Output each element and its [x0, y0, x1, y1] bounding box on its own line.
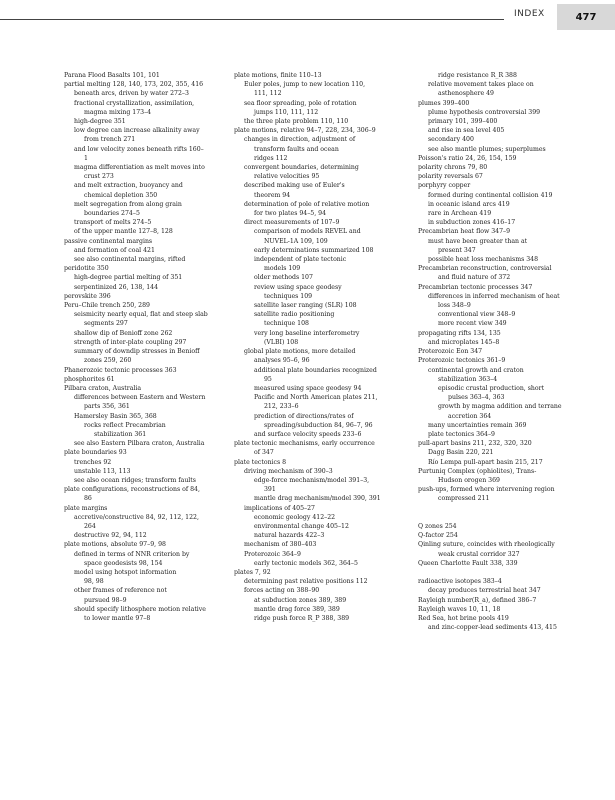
- index-entry: global plate motions, more detailed: [244, 348, 356, 356]
- header-rule: [0, 19, 504, 20]
- index-entry: Euler poles, jump to new location 110,: [244, 81, 366, 89]
- index-entry: Qinling suture, coincides with rheologically: [418, 541, 555, 549]
- index-entry: fractional crystallization, assimilation,: [74, 99, 195, 107]
- index-entry: must have been greater than at: [428, 237, 528, 245]
- index-entry: pulses 363–4, 363: [448, 394, 505, 402]
- index-entry: Hudson orogen 369: [438, 476, 500, 484]
- index-entry: satellite radio positioning: [254, 311, 335, 319]
- page-number: 477: [575, 11, 597, 23]
- index-entry: transform faults and ocean: [254, 145, 339, 153]
- index-entry: see also ocean ridges; transform faults: [74, 476, 196, 484]
- index-entry: possible heat loss mechanisms 348: [428, 256, 539, 264]
- index-entry: Hamersley Basin 365, 368: [74, 412, 157, 420]
- index-entry: episodic crustal production, short: [438, 384, 545, 392]
- index-entry: melt segregation from along grain: [74, 200, 182, 208]
- index-entry: prediction of directions/rates of: [254, 412, 354, 420]
- index-entry: of the upper mantle 127–8, 128: [74, 228, 173, 236]
- index-entry: Poisson's ratio 24, 26, 154, 159: [418, 154, 517, 162]
- index-entry: measured using space geodesy 94: [254, 384, 362, 392]
- index-entry: satellite laser ranging (SLR) 108: [254, 302, 357, 310]
- index-entry: implications of 405–27: [244, 504, 315, 512]
- index-entry: phosphorites 61: [64, 375, 115, 383]
- index-entry: propagating rifts 134, 135: [418, 329, 501, 337]
- index-entry: plumes 399–400: [418, 99, 470, 107]
- index-entry: Rayleigh number(R_a), defined 386–7: [418, 596, 537, 604]
- index-entry: independent of plate tectonic: [254, 256, 347, 264]
- index-entry: Precambrian reconstruction, controversial: [418, 265, 552, 273]
- index-entry: magma differentiation as melt moves into: [74, 164, 205, 172]
- index-entry: asthenosphere 49: [438, 90, 494, 98]
- index-entry: and low velocity zones beneath rifts 160–: [74, 145, 204, 153]
- index-entry: changes in direction, adjustment of: [244, 136, 356, 144]
- index-entry: strength of inter-plate coupling 297: [74, 338, 187, 346]
- index-entry: plate motions, absolute 97–9, 98: [64, 541, 166, 549]
- index-entry: 98, 98: [84, 578, 104, 586]
- index-entry: unstable 113, 113: [74, 467, 131, 475]
- index-entry: rocks reflect Precambrian: [84, 421, 166, 429]
- index-entry: relative movement takes place on: [428, 81, 534, 89]
- index-entry: see also continental margins, rifted: [74, 256, 186, 264]
- index-entry: low degree can increase alkalinity away: [74, 127, 200, 135]
- index-entry: NUVEL-1A 109, 109: [264, 237, 328, 245]
- index-entry: 86: [84, 495, 92, 503]
- index-entry: analyses 95–6, 96: [254, 357, 310, 365]
- index-entry: Queen Charlotte Fault 338, 339: [418, 559, 518, 567]
- index-entry: theorem 94: [254, 191, 291, 199]
- index-entry: very long baseline interferometry: [254, 329, 360, 337]
- index-entry: high-degree 351: [74, 118, 126, 126]
- index-entry: Q zones 254: [418, 522, 457, 530]
- index-entry: 391: [264, 486, 276, 494]
- index-entry: direct measurements of 107–9: [244, 219, 340, 227]
- index-entry: 95: [264, 375, 272, 383]
- index-entry: 212, 233–6: [264, 403, 299, 411]
- index-entry: perovskite 396: [64, 292, 111, 300]
- index-entry: determination of pole of relative motion: [244, 200, 370, 208]
- index-entry: plate tectonics 8: [234, 458, 287, 466]
- index-entry: Río Lempa pull-apart basin 215, 217: [428, 458, 543, 466]
- index-entry: growth by magma addition and terrane: [438, 403, 562, 411]
- index-entry: and microplates 145–8: [428, 338, 500, 346]
- index-entry: economic geology 412–22: [254, 513, 336, 521]
- index-entry: passive continental margins: [64, 237, 153, 245]
- index-entry: porphyry copper: [418, 182, 471, 190]
- index-entry: differences in inferred mechanism of heat: [428, 292, 560, 300]
- index-entry: accretion 364: [448, 412, 492, 420]
- index-entry: pull-apart basins 211, 232, 320, 320: [418, 440, 532, 448]
- index-entry: compressed 211: [438, 495, 490, 503]
- index-entry: high-degree partial melting of 351: [74, 274, 183, 282]
- index-entry: and surface velocity speeds 233–6: [254, 430, 362, 438]
- index-entry: stabilization 363–4: [438, 375, 498, 383]
- index-entry: early tectonic models 362, 364–5: [254, 559, 358, 567]
- index-entry: weak crustal corridor 327: [438, 550, 520, 558]
- index-entry: of 347: [254, 449, 274, 457]
- index-entry: accretive/constructive 84, 92, 112, 122,: [74, 513, 199, 521]
- index-entry: differences between Eastern and Western: [74, 394, 206, 402]
- index-entry: formed during continental collision 419: [428, 191, 553, 199]
- index-entry: older methods 107: [254, 274, 313, 282]
- index-entry: stabilization 361: [94, 430, 147, 438]
- index-entry: sea floor spreading, pole of rotation: [244, 99, 357, 107]
- index-entry: should specify lithosphere motion relative: [74, 605, 206, 613]
- index-entry: Dagg Basin 220, 221: [428, 449, 494, 457]
- index-column-1: [64, 71, 224, 623]
- index-entry: other frames of reference not: [74, 587, 167, 595]
- index-entry: plate tectonics 364–9: [428, 430, 495, 438]
- page-header: [0, 0, 615, 42]
- index-entry: Peru–Chile trench 250, 289: [64, 302, 150, 310]
- index-entry: plate margins: [64, 504, 108, 512]
- index-entry: parts 356, 361: [84, 403, 130, 411]
- index-entry: convergent boundaries, determining: [244, 164, 359, 172]
- index-entry: technique 108: [264, 320, 309, 328]
- index-entry: at subduction zones 389, 389: [254, 596, 347, 604]
- index-entry: decay produces terrestrial heat 347: [428, 587, 541, 595]
- index-entry: plate motions, finite 110–13: [234, 72, 322, 79]
- index-entry: Phanerozoic tectonic processes 363: [64, 366, 177, 374]
- index-entry: shallow dip of Benioff zone 262: [74, 329, 173, 337]
- index-entry: transport of melts 274–5: [74, 219, 152, 227]
- index-entry: mantle drag mechanism/model 390, 391: [254, 495, 381, 503]
- index-entry: summary of downdip stresses in Benioff: [74, 348, 200, 356]
- index-entry: jumps 110, 111, 112: [254, 108, 319, 116]
- index-entry: models 109: [264, 265, 301, 273]
- index-entry: the three plate problem 110, 110: [244, 118, 349, 126]
- index-entry: serpentinized 26, 138, 144: [74, 283, 159, 291]
- index-column-3: [418, 71, 598, 632]
- index-entry: Red Sea, hot brine pools 419: [418, 614, 509, 622]
- index-entry: comparison of models REVEL and: [254, 228, 361, 236]
- index-entry: present 347: [438, 246, 476, 254]
- index-entry: destructive 92, 94, 112: [74, 532, 147, 540]
- index-entry: and melt extraction, buoyancy and: [74, 182, 183, 190]
- index-entry: environmental change 405–12: [254, 522, 349, 530]
- index-entry: 111, 112: [254, 90, 282, 98]
- index-entry: to lower mantle 97–8: [84, 614, 151, 622]
- section-title: INDEX: [514, 9, 545, 19]
- index-entry: edge-force mechanism/model 391–3,: [254, 476, 370, 484]
- index-columns: [0, 71, 615, 791]
- index-entry: push-ups, formed where intervening region: [418, 486, 555, 494]
- index-entry: Precambrian tectonic processes 347: [418, 283, 533, 291]
- index-entry: review using space geodesy: [254, 283, 342, 291]
- index-entry: continental growth and craton: [428, 366, 524, 374]
- index-entry: and fluid nature of 372: [438, 274, 511, 282]
- index-entry: Q-factor 254: [418, 532, 458, 540]
- index-entry: 1: [84, 154, 88, 162]
- index-entry: forces acting on 388–90: [244, 587, 320, 595]
- index-entry: in subduction zones 416–17: [428, 219, 516, 227]
- index-entry: additional plate boundaries recognized: [254, 366, 377, 374]
- index-gap: [418, 513, 598, 522]
- index-column-2: [234, 71, 406, 623]
- index-entry: driving mechanism of 390–3: [244, 467, 333, 475]
- index-entry: many uncertainties remain 369: [428, 421, 527, 429]
- index-entry: (VLBI) 108: [264, 338, 299, 346]
- index-entry: conventional view 348–9: [438, 311, 516, 319]
- index-entry: beneath arcs, driven by water 272–3: [74, 90, 189, 98]
- index-entry: plume hypothesis controversial 399: [428, 108, 541, 116]
- index-entry: mantle drag force 389, 389: [254, 605, 340, 613]
- page-number-box: [557, 4, 615, 30]
- index-entry: polarity chrons 79, 80: [418, 164, 488, 172]
- index-entry: and rise in sea level 405: [428, 127, 505, 135]
- index-entry: secondary 400: [428, 136, 474, 144]
- index-entry: Precambrian heat flow 347–9: [418, 228, 511, 236]
- index-entry: plate configurations, reconstructions of 84,: [64, 486, 200, 494]
- index-entry: early determinations summarized 108: [254, 246, 374, 254]
- index-entry: for two plates 94–5, 94: [254, 210, 327, 218]
- index-entry: Rayleigh waves 10, 11, 18: [418, 605, 501, 613]
- index-entry: segments 297: [84, 320, 128, 328]
- index-entry: determining past relative positions 112: [244, 578, 368, 586]
- index-entry: defined in terms of NNR criterion by: [74, 550, 190, 558]
- index-entry: ridges 112: [254, 154, 288, 162]
- index-entry: Parana Flood Basalts 101, 101: [64, 72, 160, 79]
- index-entry: Proterozoic 364–9: [244, 550, 301, 558]
- index-entry: space geodesists 98, 154: [84, 559, 163, 567]
- index-entry: plate boundaries 93: [64, 449, 127, 457]
- index-entry: polarity reversals 67: [418, 173, 483, 181]
- index-entry: chemical depletion 350: [84, 191, 158, 199]
- index-entry: peridotite 350: [64, 265, 109, 273]
- index-entry: in oceanic island arcs 419: [428, 200, 510, 208]
- index-entry: seismicity nearly equal, flat and steep slab: [74, 311, 208, 319]
- index-entry: Purtuniq Complex (ophiolites), Trans-: [418, 467, 537, 475]
- index-entry: Pacific and North American plates 211,: [254, 394, 378, 402]
- index-entry: from trench 271: [84, 136, 136, 144]
- index-entry: rare in Archean 419: [428, 210, 492, 218]
- index-entry: magma mixing 173–4: [84, 108, 152, 116]
- index-entry: loss 348–9: [438, 302, 471, 310]
- index-entry: techniques 109: [264, 292, 313, 300]
- index-entry: plate motions, relative 94–7, 228, 234, 306–9: [234, 127, 376, 135]
- index-entry: plate tectonic mechanisms, early occurrence: [234, 440, 375, 448]
- index-entry: more recent view 349: [438, 320, 507, 328]
- index-entry: radioactive isotopes 383–4: [418, 578, 502, 586]
- index-entry: ridge push force R_P 388, 389: [254, 614, 350, 622]
- index-entry: described making use of Euler's: [244, 182, 345, 190]
- index-entry: mechanism of 380–403: [244, 541, 317, 549]
- index-entry: zones 259, 260: [84, 357, 132, 365]
- index-entry: Proterozoic Eon 347: [418, 348, 483, 356]
- index-entry: model using hotspot information: [74, 568, 177, 576]
- index-entry: spreading/subduction 84, 96–7, 96: [264, 421, 373, 429]
- index-entry: see also mantle plumes; superplumes: [428, 145, 546, 153]
- index-entry: and zinc-copper-lead sediments 413, 415: [428, 624, 557, 632]
- index-entry: Pilbara craton, Australia: [64, 384, 142, 392]
- index-entry: boundaries 274–5: [84, 210, 140, 218]
- index-gap: [418, 568, 598, 577]
- index-entry: plates 7, 92: [234, 568, 271, 576]
- index-entry: natural hazards 422–3: [254, 532, 325, 540]
- index-gap: [418, 504, 598, 513]
- index-entry: crust 273: [84, 173, 114, 181]
- index-entry: primary 101, 399–400: [428, 118, 498, 126]
- index-entry: see also Eastern Pilbara craton, Australia: [74, 440, 205, 448]
- index-entry: partial melting 128, 140, 173, 202, 355, 416: [64, 81, 204, 89]
- index-entry: pursued 98–9: [84, 596, 127, 604]
- index-entry: and formation of coal 421: [74, 246, 155, 254]
- index-entry: 264: [84, 522, 96, 530]
- index-entry: relative velocities 95: [254, 173, 320, 181]
- index-entry: Proterozoic tectonics 361–9: [418, 357, 506, 365]
- index-entry: ridge resistance R_R 388: [438, 72, 517, 79]
- index-entry: trenches 92: [74, 458, 112, 466]
